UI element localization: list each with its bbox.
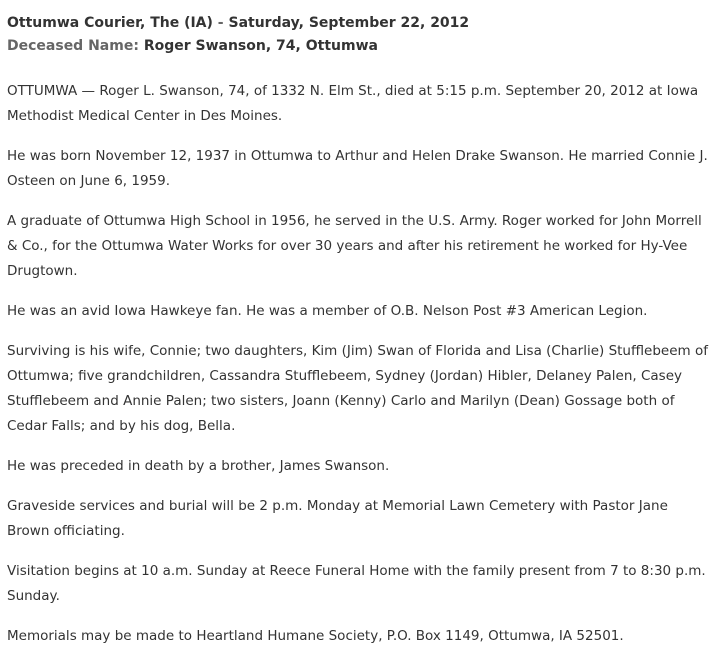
paragraph-memorials: Memorials may be made to Heartland Humane Society, P.O. Box 1149, Ottumwa, IA 52501. bbox=[7, 628, 624, 644]
newspaper-source: Ottumwa Courier, The (IA) bbox=[7, 15, 213, 31]
deceased-name-label: Deceased Name: bbox=[7, 38, 139, 54]
paragraph-career: A graduate of Ottumwa High School in 1956, he served in the U.S. Army. Roger worked for John Morrell & Co., for the Ottumwa Water Works for over 30 years and after his retirement he worked for Hy-Vee Drugtown. bbox=[7, 213, 702, 279]
obituary-header bbox=[7, 13, 714, 33]
obituary-body bbox=[7, 79, 714, 649]
deceased-name-value: Roger Swanson, 74, Ottumwa bbox=[143, 38, 378, 54]
publication-date: Saturday, September 22, 2012 bbox=[228, 15, 470, 31]
paragraph-interests: He was an avid Iowa Hawkeye fan. He was a member of O.B. Nelson Post #3 American Legion. bbox=[7, 303, 648, 319]
paragraph-visitation: Visitation begins at 10 a.m. Sunday at Reece Funeral Home with the family present from 7 to 8:30 p.m. Sunday. bbox=[7, 563, 706, 604]
paragraph-survivors: Surviving is his wife, Connie; two daughters, Kim (Jim) Swan of Florida and Lisa (Charlie) Stufflebeem of Ottumwa; five grandchildren, Cassandra Stufflebeem, Sydney (Jordan) Hibler, Delaney Palen, Casey Stufflebeem and Annie Palen; two sisters, Joann (Kenny) Carlo and Marilyn (Dean) Gossage both of Cedar Falls; and by his dog, Bella. bbox=[7, 343, 708, 434]
header-separator: - bbox=[212, 15, 229, 31]
paragraph-services: Graveside services and burial will be 2 p.m. Monday at Memorial Lawn Cemetery with Pastor Jane Brown officiating. bbox=[7, 498, 668, 539]
paragraph-death-notice: OTTUMWA — Roger L. Swanson, 74, of 1332 N. Elm St., died at 5:15 p.m. September 20, 2012 at Iowa Methodist Medical Center in Des Moines. bbox=[7, 83, 699, 124]
paragraph-preceded: He was preceded in death by a brother, James Swanson. bbox=[7, 458, 390, 474]
paragraph-birth: He was born November 12, 1937 in Ottumwa to Arthur and Helen Drake Swanson. He married Connie J. Osteen on June 6, 1959. bbox=[7, 148, 708, 189]
deceased-name-line bbox=[7, 36, 714, 56]
